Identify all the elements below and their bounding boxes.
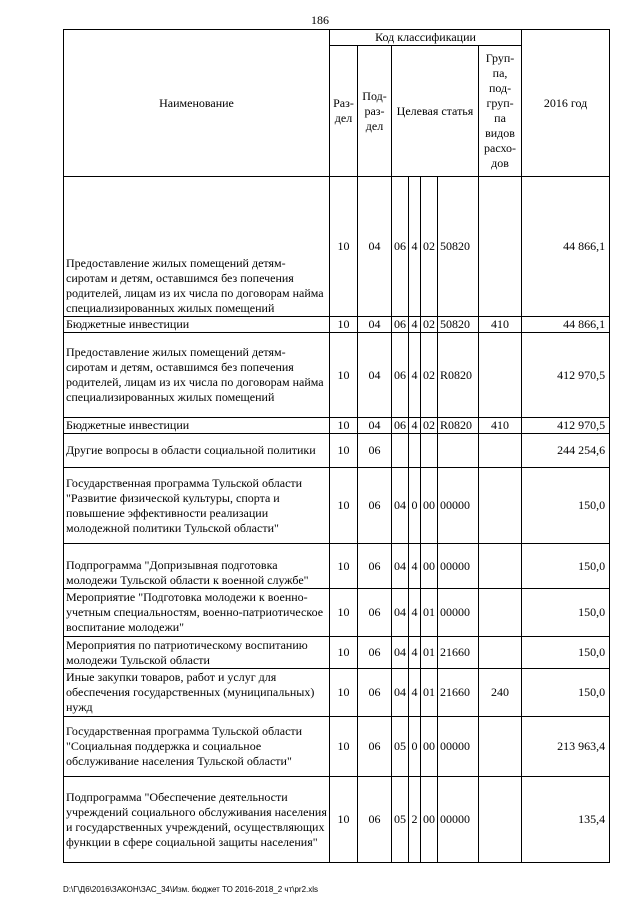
row-target-event: 01: [421, 637, 438, 669]
table-row: [64, 589, 610, 637]
row-amount: 412 970,5: [522, 333, 610, 418]
row-name: Подпрограмма "Обеспечение деятельности учреждений социального обслуживания населения и государственных учреждений, осуществляющих функции в сфере социальной защиты населения": [64, 777, 330, 863]
row-podrazdel: 06: [358, 777, 392, 863]
header-target: Целевая статья: [392, 46, 479, 177]
row-razdel: 10: [330, 468, 358, 544]
row-target-direction: 00000: [438, 717, 479, 777]
row-group: [479, 434, 522, 468]
row-podrazdel: 06: [358, 544, 392, 589]
row-podrazdel: 06: [358, 669, 392, 717]
row-target-event: [421, 434, 438, 468]
row-podrazdel: 06: [358, 434, 392, 468]
table-row: [64, 333, 610, 418]
row-target-direction: 00000: [438, 589, 479, 637]
row-razdel: 10: [330, 589, 358, 637]
row-target-subprogram: 4: [409, 177, 421, 317]
row-group: [479, 544, 522, 589]
table-row: [64, 637, 610, 669]
row-amount: 412 970,5: [522, 418, 610, 434]
row-amount: 150,0: [522, 637, 610, 669]
row-target-program: 04: [392, 669, 409, 717]
row-group: [479, 333, 522, 418]
row-target-program: 06: [392, 317, 409, 333]
row-group: 410: [479, 418, 522, 434]
table-row: [64, 468, 610, 544]
row-name: Мероприятия по патриотическому воспитанию молодежи Тульской области: [64, 637, 330, 669]
row-razdel: 10: [330, 669, 358, 717]
row-name: Государственная программа Тульской области "Развитие физической культуры, спорта и повышение эффективности реализации молодежной политики Тульской области": [64, 468, 330, 544]
row-target-direction: 00000: [438, 777, 479, 863]
row-group: [479, 177, 522, 317]
row-target-event: 02: [421, 177, 438, 317]
row-target-subprogram: 4: [409, 333, 421, 418]
row-target-direction: 00000: [438, 468, 479, 544]
row-podrazdel: 04: [358, 333, 392, 418]
row-target-program: 05: [392, 717, 409, 777]
row-podrazdel: 06: [358, 468, 392, 544]
row-target-direction: R0820: [438, 333, 479, 418]
row-razdel: 10: [330, 434, 358, 468]
table-body: [64, 177, 610, 863]
row-name: Иные закупки товаров, работ и услуг для обеспечения государственных (муниципальных) нужд: [64, 669, 330, 717]
row-target-subprogram: 4: [409, 637, 421, 669]
row-target-event: 00: [421, 777, 438, 863]
row-name: Бюджетные инвестиции: [64, 418, 330, 434]
row-amount: 150,0: [522, 589, 610, 637]
table-row: [64, 177, 610, 317]
row-target-subprogram: 4: [409, 544, 421, 589]
row-podrazdel: 06: [358, 589, 392, 637]
budget-table: [63, 29, 610, 863]
row-amount: 244 254,6: [522, 434, 610, 468]
row-target-program: [392, 434, 409, 468]
row-group: [479, 717, 522, 777]
row-target-program: 04: [392, 468, 409, 544]
row-podrazdel: 06: [358, 637, 392, 669]
row-target-event: 01: [421, 589, 438, 637]
row-podrazdel: 06: [358, 717, 392, 777]
row-group: [479, 468, 522, 544]
row-razdel: 10: [330, 317, 358, 333]
header-code: Код классификации: [330, 30, 522, 46]
row-razdel: 10: [330, 544, 358, 589]
row-razdel: 10: [330, 418, 358, 434]
row-group: [479, 589, 522, 637]
row-amount: 150,0: [522, 468, 610, 544]
row-podrazdel: 04: [358, 317, 392, 333]
row-target-subprogram: 0: [409, 717, 421, 777]
row-name: Предоставление жилых помещений детям-сиротам и детям, оставшимся без попечения родителей, лицам из их числа по договорам найма специализированных жилых помещений: [64, 177, 330, 317]
row-target-subprogram: 4: [409, 418, 421, 434]
header-year: 2016 год: [522, 30, 610, 177]
row-name: Другие вопросы в области социальной политики: [64, 434, 330, 468]
row-target-direction: 50820: [438, 177, 479, 317]
row-razdel: 10: [330, 777, 358, 863]
row-name: Бюджетные инвестиции: [64, 317, 330, 333]
row-group: 410: [479, 317, 522, 333]
row-target-program: 06: [392, 177, 409, 317]
header-name: Наименование: [64, 30, 330, 177]
row-target-direction: 50820: [438, 317, 479, 333]
row-target-direction: 00000: [438, 544, 479, 589]
row-target-event: 00: [421, 717, 438, 777]
file-path-footer: D:\Г\Д6\2016\ЗАКОН\ЗАС_34\Изм. бюджет ТО 2016-2018_2 чт\pr2.xls: [63, 885, 319, 894]
page-number: 186: [311, 13, 329, 27]
row-target-program: 06: [392, 333, 409, 418]
row-razdel: 10: [330, 637, 358, 669]
row-target-direction: [438, 434, 479, 468]
row-target-subprogram: 4: [409, 589, 421, 637]
table-row: [64, 544, 610, 589]
row-target-direction: R0820: [438, 418, 479, 434]
row-target-event: 01: [421, 669, 438, 717]
table-row: [64, 317, 610, 333]
table-row: [64, 434, 610, 468]
row-target-subprogram: 4: [409, 669, 421, 717]
table-row: [64, 777, 610, 863]
row-name: Предоставление жилых помещений детям-сиротам и детям, оставшимся без попечения родителей, лицам из их числа по договорам найма специализированных жилых помещений: [64, 333, 330, 418]
row-target-event: 02: [421, 333, 438, 418]
row-target-program: 06: [392, 418, 409, 434]
row-target-direction: 21660: [438, 669, 479, 717]
row-amount: 135,4: [522, 777, 610, 863]
row-target-direction: 21660: [438, 637, 479, 669]
table-row: [64, 717, 610, 777]
row-target-event: 00: [421, 468, 438, 544]
row-name: Мероприятие "Подготовка молодежи к военно-учетным специальностям, военно-патриотическое воспитание молодежи": [64, 589, 330, 637]
row-amount: 150,0: [522, 544, 610, 589]
row-target-program: 04: [392, 544, 409, 589]
row-target-event: 02: [421, 418, 438, 434]
row-razdel: 10: [330, 717, 358, 777]
row-target-event: 02: [421, 317, 438, 333]
row-amount: 213 963,4: [522, 717, 610, 777]
row-name: Государственная программа Тульской области "Социальная поддержка и социальное обслуживание населения Тульской области": [64, 717, 330, 777]
row-target-subprogram: 0: [409, 468, 421, 544]
row-amount: 44 866,1: [522, 317, 610, 333]
header-razdel: Раз- дел: [330, 46, 358, 177]
row-amount: 44 866,1: [522, 177, 610, 317]
header-podrazdel: Под- раз- дел: [358, 46, 392, 177]
row-target-program: 05: [392, 777, 409, 863]
table-row: [64, 669, 610, 717]
row-podrazdel: 04: [358, 177, 392, 317]
row-razdel: 10: [330, 333, 358, 418]
row-group: [479, 637, 522, 669]
row-target-subprogram: 4: [409, 317, 421, 333]
row-group: [479, 777, 522, 863]
row-target-subprogram: [409, 434, 421, 468]
row-razdel: 10: [330, 177, 358, 317]
row-group: 240: [479, 669, 522, 717]
row-target-subprogram: 2: [409, 777, 421, 863]
row-target-program: 04: [392, 589, 409, 637]
row-target-program: 04: [392, 637, 409, 669]
table-row: [64, 418, 610, 434]
row-target-event: 00: [421, 544, 438, 589]
header-group: Груп- па, под- груп- па видов расхо- дов: [479, 46, 522, 177]
row-podrazdel: 04: [358, 418, 392, 434]
row-name: Подпрограмма "Допризывная подготовка молодежи Тульской области к военной службе": [64, 544, 330, 589]
row-amount: 150,0: [522, 669, 610, 717]
